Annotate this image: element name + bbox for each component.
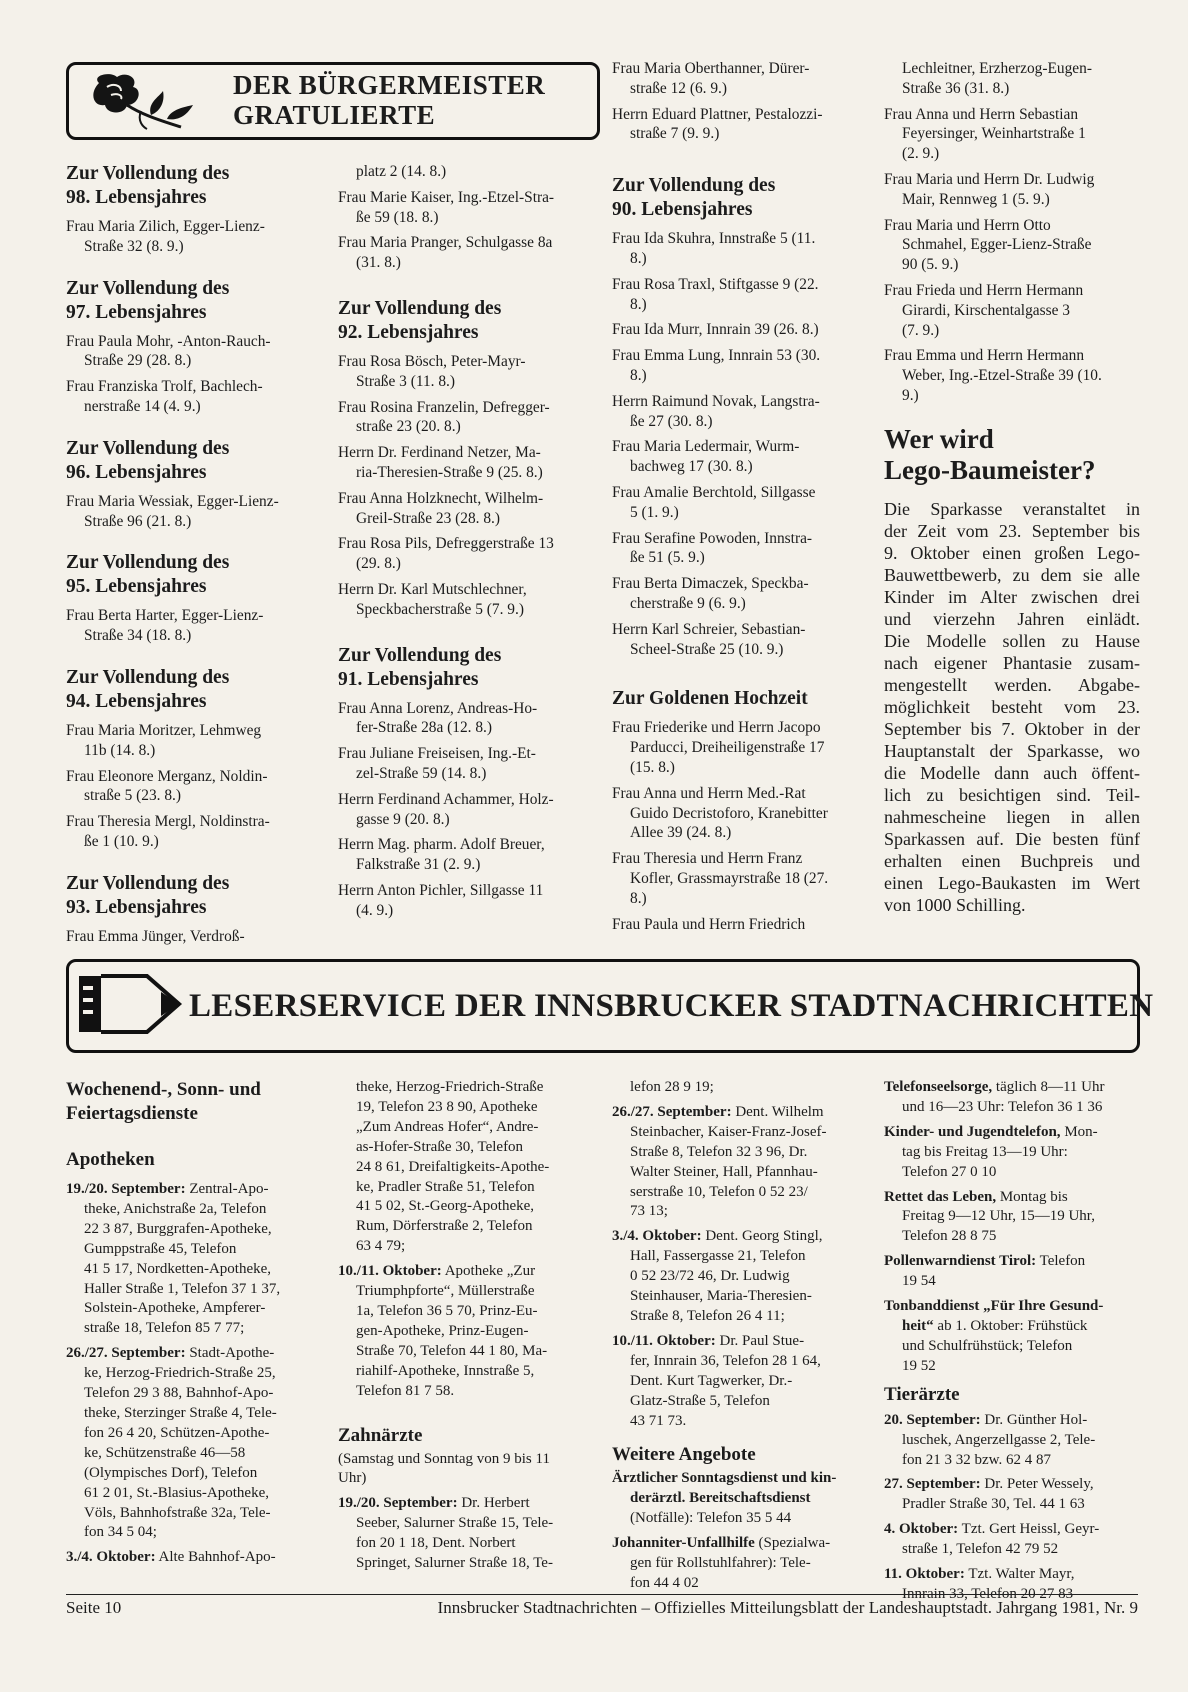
list-item: Herrn Dr. Ferdinand Netzer, Ma- ria-Theresien-Straße 9 (25. 8.) [338, 444, 543, 481]
list-item: 10./11. Oktober: Apotheke „Zur Triumphpforte“, Müllerstraße 1a, Telefon 36 5 70, Prinz-Eu- gen-Apotheke, Prinz-Eugen- Straße 70, Telefon 44 1 80, Ma- riahilf-Apotheke, Innstraße 5, Telefon 81 7 58. [338, 1263, 548, 1399]
list-item: Frau Paula Mohr, -Anton-Rauch- Straße 29 (28. 8.) [66, 332, 271, 370]
list-item: Frau Maria Oberthanner, Dürer- straße 12 (6. 9.) [612, 60, 810, 97]
birthday-column-2 [338, 162, 596, 927]
banner-title-line2: GRATULIERTE [233, 100, 436, 130]
list-item: Frau Amalie Berchtold, Sillgasse 5 (1. 9.) [612, 483, 816, 521]
section-heading-94: Zur Vollendung des 94. Lebensjahres [66, 666, 230, 712]
list-item: Frau Maria Wessiak, Egger-Lienz- Straße 96 (21. 8.) [66, 492, 279, 530]
list-item: Frau Maria und Herrn Otto Schmahel, Egger-Lienz-Straße 90 (5. 9.) [884, 216, 1092, 274]
list-item: 11. Oktober: Tzt. Walter Mayr, Innrain 33, Telefon 20 27 83 [884, 1566, 1075, 1602]
list-item: Frau Maria Pranger, Schulgasse 8a (31. 8.) [338, 234, 553, 272]
lego-article [884, 424, 1140, 916]
list-item: Lechleitner, Erzherzog-Eugen- Straße 36 (31. 8.) [902, 60, 1092, 97]
list-item: Frau Anna Holzknecht, Wilhelm- Greil-Straße 23 (28. 8.) [338, 489, 544, 527]
article-line: lich zu besichtigen sind. Teil- [884, 785, 1140, 805]
reader-service-banner [66, 959, 1154, 1053]
list-item: Frau Maria Zilich, Egger-Lienz- Straße 32 (8. 9.) [66, 218, 265, 255]
list-item: 26./27. September: Stadt-Apothe- ke, Herzog-Friedrich-Straße 25, Telefon 29 3 88, Bahnhof-Apo- theke, Sterzinger Straße 4, Tele- fon 26 4 20, Schützen-Apothe- ke, Schützenstraße 46—58 (Olympisches Dorf), Telefon 61 2 01, St.-Blasius-Apotheke, Völs, Bahnhofstraße 32a, Tele- fon 34 5 04; [66, 1345, 277, 1541]
list-item: Frau Frieda und Herrn Hermann Girardi, Kirschentalgasse 3 (7. 9.) [884, 281, 1084, 339]
list-item: Telefonseelsorge, täglich 8—11 Uhr und 16—23 Uhr: Telefon 36 1 36 [884, 1079, 1105, 1115]
article-line: Die Modelle sollen zu Hause [884, 631, 1140, 651]
list-item: 3./4. Oktober: Dent. Georg Stingl, Hall, Fassergasse 21, Telefon 0 52 23/72 46, Dr. Ludwig Steinhauser, Maria-Theresien- Straße 8, Telefon 26 4 11; [612, 1228, 823, 1324]
list-item: Herrn Eduard Plattner, Pestalozzi- straße 7 (9. 9.) [612, 105, 823, 143]
list-item: Herrn Raimund Novak, Langstra- ße 27 (30. 8.) [612, 392, 820, 430]
article-line: möglichkeit besteht vom 23. [884, 697, 1140, 717]
list-item: 3./4. Oktober: Alte Bahnhof-Apo- [66, 1549, 276, 1566]
list-item: 4. Oktober: Tzt. Gert Heissl, Geyr- straße 1, Telefon 42 79 52 [884, 1521, 1100, 1558]
list-item: 19./20. September: Dr. Herbert Seeber, Salurner Straße 15, Tele- fon 20 1 18, Dent. Norbert Springet, Salurner Straße 18, Te- [338, 1495, 554, 1572]
article-line: nahmescheine liegen in allen [884, 807, 1140, 827]
list-item: Frau Juliane Freiseisen, Ing.-Et- zel-Straße 59 (14. 8.) [338, 745, 536, 782]
list-item: Frau Maria Ledermair, Wurm- bachweg 17 (30. 8.) [612, 438, 800, 476]
article-line: der Zeit vom 23. September bis [884, 521, 1140, 541]
list-item: Frau Rosa Traxl, Stiftgasse 9 (22. 8.) [612, 275, 819, 313]
section-heading-98: Zur Vollendung des 98. Lebensjahres [66, 163, 230, 208]
list-item: Tonbanddienst „Für Ihre Gesund- heit“ ab 1. Oktober: Frühstück und Schulfrühstück; Telefon 19 52 [884, 1298, 1104, 1374]
list-item: Frau Emma und Herrn Hermann Weber, Ing.-Etzel-Straße 39 (10. 9.) [884, 347, 1102, 404]
service-column-2 [338, 1078, 596, 1579]
list-item: Frau Emma Jünger, Verdroß- [66, 927, 245, 945]
list-item: Pollenwarndienst Tirol: Telefon 19 54 [884, 1253, 1086, 1290]
service-column-4 [884, 1078, 1140, 1610]
section-heading-97: Zur Vollendung des 97. Lebensjahres [66, 277, 230, 323]
list-item: Johanniter-Unfallhilfe (Spezialwa- gen für Rollstuhlfahrer): Tele- fon 44 4 02 [612, 1535, 831, 1591]
list-item: Frau Maria und Herrn Dr. Ludwig Mair, Rennweg 1 (5. 9.) [884, 170, 1095, 208]
list-item: 26./27. September: Dent. Wilhelm Steinbacher, Kaiser-Franz-Josef- Straße 8, Telefon 32 3 96, Dr. Walter Steiner, Hall, Pfannhau- serstraße 10, Telefon 0 52 23/ 73 13; [612, 1103, 827, 1220]
article-line: einen Lego-Baukasten im Wert [884, 873, 1140, 893]
article-line: mengestellt werden. Abgabe- [884, 675, 1140, 695]
list-item: Frau Friederike und Herrn Jacopo Parducci, Dreiheiligenstraße 17 (15. 8.) [612, 719, 825, 776]
list-item: Frau Berta Dimaczek, Speckba- cherstraße 9 (6. 9.) [612, 575, 809, 612]
list-item: 19./20. September: Zentral-Apo- theke, Anichstraße 2a, Telefon 22 3 87, Burggrafen-Apotheke, Gumppstraße 45, Telefon 41 5 17, Nordketten-Apotheke, Haller Straße 1, Telefon 37 1 37, Solstein-Apotheke, Ampferer- straße 18, Telefon 85 7 77; [66, 1181, 281, 1337]
list-item: 27. September: Dr. Peter Wessely, Pradler Straße 30, Tel. 44 1 63 [884, 1476, 1094, 1513]
section-heading-dentists: Zahnärzte [338, 1424, 423, 1446]
list-item: theke, Herzog-Friedrich-Straße 19, Telefon 23 8 90, Apotheke „Zum Andreas Hofer“, Andre- as-Hofer-Straße 30, Telefon 24 8 61, Dreifaltigkeits-Apothe- ke, Pradler Straße 51, Telefon 41 5 02, St.-Georg-Apotheke, Rum, Dörferstraße 2, Telefon 63 4 79; [356, 1079, 550, 1255]
publication-info: Innsbrucker Stadtnachrichten – Offizielles Mitteilungsblatt der Landeshauptstadt. Jahrgang 1981, Nr. 9 [437, 1598, 1138, 1617]
article-line: September bis 7. Oktober in der [884, 719, 1140, 739]
section-heading-90: Zur Vollendung des 90. Lebensjahres [612, 175, 776, 221]
list-item: Herrn Anton Pichler, Sillgasse 11 (4. 9.) [338, 881, 544, 919]
service-column-3 [612, 1078, 868, 1599]
footer-rule [66, 1594, 1138, 1595]
pencil-icon [77, 970, 185, 1038]
list-item: Frau Anna Lorenz, Andreas-Ho- fer-Straße 28a (12. 8.) [338, 699, 538, 737]
list-item: Herrn Mag. pharm. Adolf Breuer, Falkstraße 31 (2. 9.) [338, 836, 545, 874]
list-item: Frau Serafine Powoden, Innstra- ße 51 (5. 9.) [612, 529, 813, 567]
birthday-column-3 [612, 59, 866, 940]
article-title: Wer wird Lego-Baumeister? [884, 424, 1096, 485]
section-heading-vets: Tierärzte [884, 1383, 960, 1405]
section-heading-92: Zur Vollendung des 92. Lebensjahres [338, 297, 502, 343]
section-heading-96: Zur Vollendung des 96. Lebensjahres [66, 437, 230, 483]
list-item: Herrn Dr. Karl Mutschlechner, Speckbacherstraße 5 (7. 9.) [338, 580, 527, 618]
section-heading-golden-wedding: Zur Goldenen Hochzeit [612, 688, 808, 710]
list-item: Frau Ida Murr, Innrain 39 (26. 8.) [612, 321, 819, 339]
article-line: Sparkassen auf. Die besten fünf [884, 829, 1140, 849]
dentist-hours: (Samstag und Sonntag von 9 bis 11 Uhr) [338, 1450, 550, 1487]
section-heading-91: Zur Vollendung des 91. Lebensjahres [338, 644, 502, 690]
list-item: Frau Theresia Mergl, Noldinstra- ße 1 (10. 9.) [66, 813, 270, 850]
article-line: erhalten einen Buchpreis und [884, 851, 1140, 871]
article-line: Die Sparkasse veranstaltet in [884, 499, 1140, 519]
rose-icon [81, 69, 201, 133]
section-heading-pharmacies: Apotheken [66, 1149, 155, 1170]
list-item: Frau Theresia und Herrn Franz Kofler, Grassmayrstraße 18 (27. 8.) [612, 850, 829, 907]
service-column-1 [66, 1078, 322, 1573]
article-line: die Modelle dann auch öffent- [884, 763, 1140, 783]
list-item: Kinder- und Jugendtelefon, Mon- tag bis Freitag 13—19 Uhr: Telefon 27 0 10 [884, 1123, 1098, 1180]
article-line: Kinder im Alter zwischen drei [884, 587, 1140, 607]
page-number: Seite 10 [66, 1598, 122, 1617]
mayor-congratulations-banner [66, 62, 600, 140]
list-item: Frau Rosa Pils, Defreggerstraße 13 (29. 8.) [338, 535, 554, 573]
birthday-column-1 [66, 162, 320, 953]
section-heading-weekend: Wochenend-, Sonn- und Feiertagsdienste [66, 1079, 261, 1124]
article-line: und vierzehn Jahren einlädt. [884, 609, 1140, 629]
article-line: von 1000 Schilling. [884, 895, 1026, 915]
list-item: Herrn Ferdinand Achammer, Holz- gasse 9 (20. 8.) [338, 790, 554, 828]
list-item: Frau Emma Lung, Innrain 53 (30. 8.) [612, 347, 821, 384]
list-item: Rettet das Leben, Montag bis Freitag 9—12 Uhr, 15—19 Uhr, Telefon 28 8 75 [884, 1188, 1095, 1245]
list-item: Frau Rosina Franzelin, Defregger- straße 23 (20. 8.) [338, 398, 550, 436]
list-item: 10./11. Oktober: Dr. Paul Stue- fer, Innrain 36, Telefon 28 1 64, Dent. Kurt Tagwerker, Dr.- Glatz-Straße 5, Telefon 43 71 73. [612, 1332, 821, 1429]
list-item: Frau Ida Skuhra, Innstraße 5 (11. 8.) [612, 230, 816, 267]
article-line: Hauptanstalt der Sparkasse, wo [884, 741, 1140, 761]
article-line: Bauwettbewerb, zu dem sie alle [884, 565, 1140, 585]
list-item: Herrn Karl Schreier, Sebastian- Scheel-Straße 25 (10. 9.) [612, 620, 806, 658]
section-heading-more-offers: Weitere Angebote [612, 1444, 756, 1466]
article-line: 9. Oktober einen großen Lego- [884, 543, 1140, 563]
list-item: Frau Berta Harter, Egger-Lienz- Straße 34 (18. 8.) [66, 607, 264, 645]
golden-wedding-column-4 [884, 59, 1138, 412]
list-item: Frau Paula und Herrn Friedrich [612, 915, 806, 933]
list-item: Frau Anna und Herrn Sebastian Feyersinger, Weinhartstraße 1 (2. 9.) [884, 105, 1086, 163]
list-item: Frau Maria Moritzer, Lehmweg 11b (14. 8.) [66, 721, 262, 759]
list-item: Ärztlicher Sonntagsdienst und kin- derärztl. Bereitschaftsdienst (Notfälle): Telefon 35 5 44 [612, 1470, 837, 1527]
list-item: Frau Eleonore Merganz, Noldin- straße 5 (23. 8.) [66, 767, 268, 805]
article-line: nach eigener Phantasie zusam- [884, 653, 1140, 673]
service-banner-title: LESERSERVICE DER INNSBRUCKER STADTNACHRICHTEN [189, 988, 1154, 1024]
article-body [884, 498, 1140, 916]
list-item: Frau Anna und Herrn Med.-Rat Guido Decristoforo, Kranebitter Allee 39 (24. 8.) [612, 784, 828, 842]
banner-title-line1: DER BÜRGERMEISTER [233, 70, 546, 100]
section-heading-93: Zur Vollendung des 93. Lebensjahres [66, 872, 230, 918]
list-item: Frau Marie Kaiser, Ing.-Etzel-Stra- ße 59 (18. 8.) [338, 188, 555, 226]
list-item: lefon 28 9 19; [630, 1079, 714, 1095]
list-item: Frau Rosa Bösch, Peter-Mayr- Straße 3 (11. 8.) [338, 352, 526, 390]
list-item: platz 2 (14. 8.) [356, 163, 447, 180]
list-item: 20. September: Dr. Günther Hol- luschek, Angerzellgasse 2, Tele- fon 21 3 32 bzw. 62 4 87 [884, 1411, 1096, 1468]
list-item: Frau Franziska Trolf, Bachlech- nerstraße 14 (4. 9.) [66, 378, 263, 415]
section-heading-95: Zur Vollendung des 95. Lebensjahres [66, 552, 230, 598]
